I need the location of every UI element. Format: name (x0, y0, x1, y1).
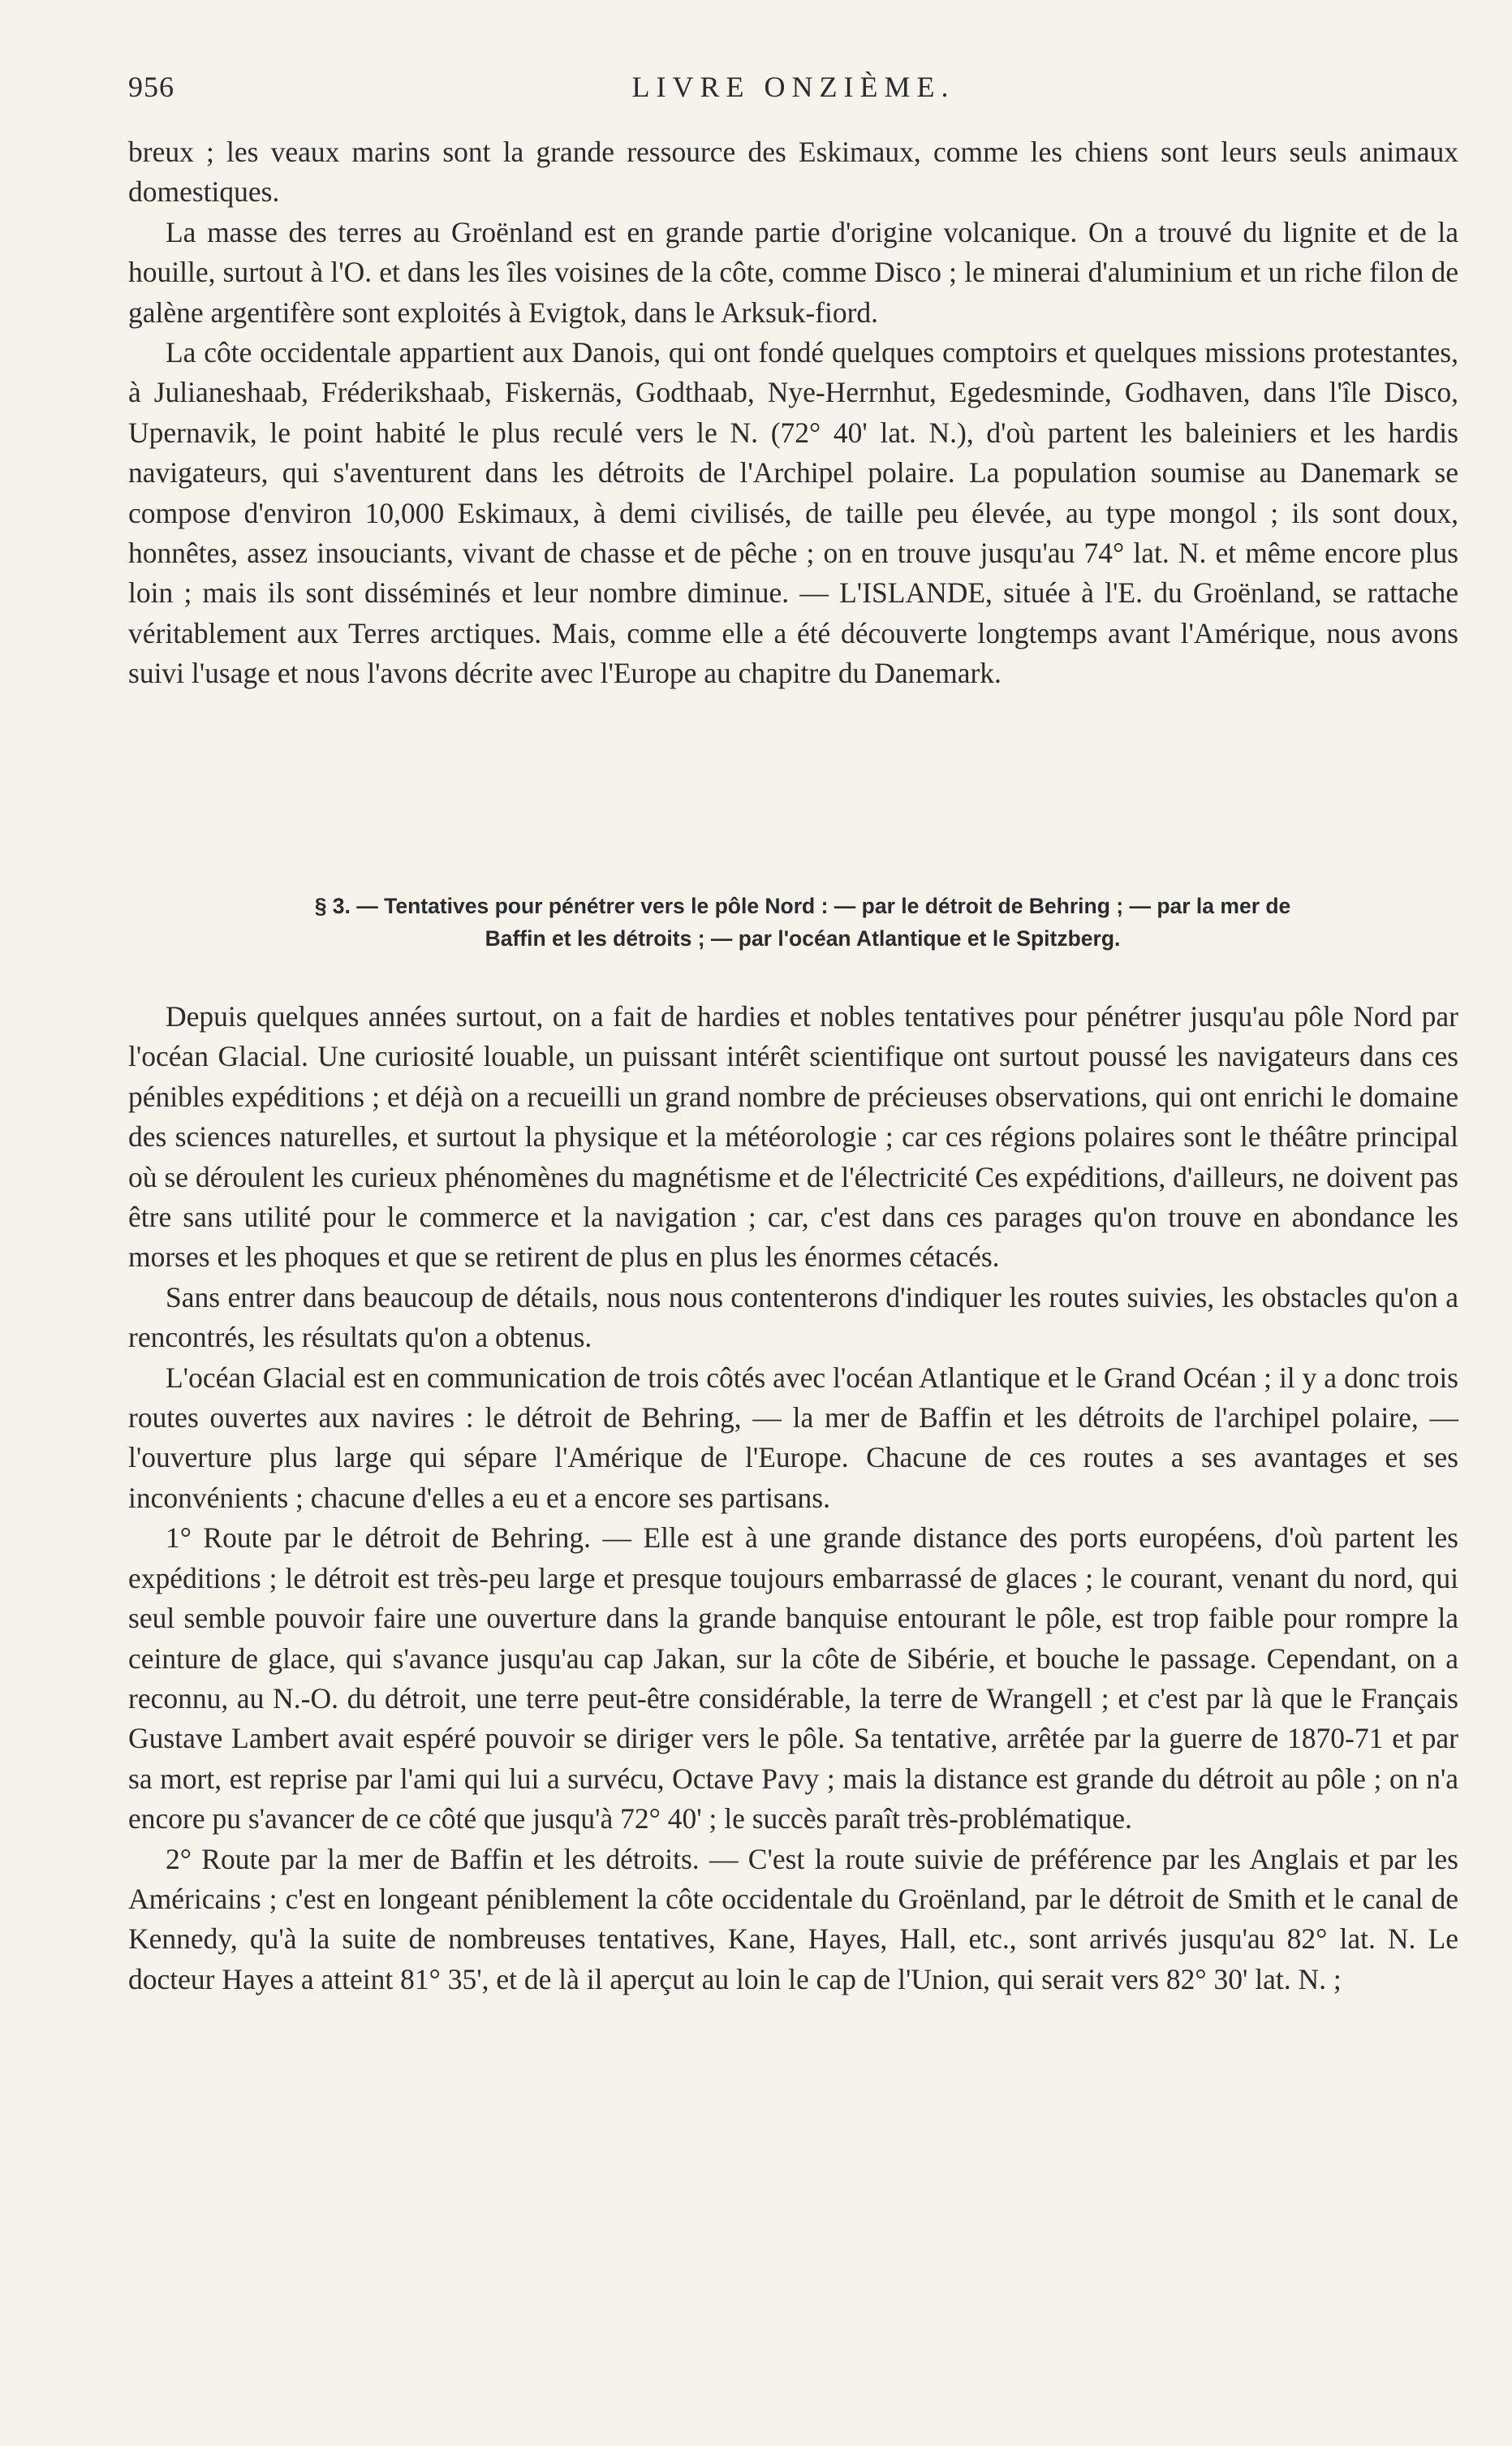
paragraph: 1° Route par le détroit de Behring. — Elle est à une grande distance des ports européens, d'où partent les expéditions ; le détroit est très-peu large et presque toujours embarrassé de glaces ; le courant, venant du nord, qui seul semble pouvoir faire une ouverture dans la grande banquise entourant le pôle, est trop faible pour rompre la ceinture de glace, qui s'avance jusqu'au cap Jakan, sur la côte de Sibérie, et bouche le passage. Cependant, on a reconnu, au N.-O. du détroit, une terre peut-être considérable, la terre de Wrangell ; et c'est par là que le Français Gustave Lambert avait espéré pouvoir se diriger vers le pôle. Sa tentative, arrêtée par la guerre de 1870-71 et par sa mort, est reprise par l'ami qui lui a survécu, Octave Pavy ; mais la distance est grande du détroit au pôle ; on n'a encore pu s'avancer de ce côté que jusqu'à 72° 40' ; le succès paraît très-problématique. (128, 1521, 1458, 1836)
running-title: LIVRE ONZIÈME. (631, 71, 955, 103)
paragraph: Depuis quelques années surtout, on a fait de hardies et nobles tentatives pour pénétrer jusqu'au pôle Nord par l'océan Glacial. Une curiosité louable, un puissant intérêt scientifique ont surtout poussé les navigateurs dans ces pénibles expéditions ; et déjà on a recueilli un grand nombre de précieuses observations, qui ont enrichi le domaine des sciences naturelles, et surtout la physique et la météorologie ; car ces régions polaires sont le théâtre principal où se déroulent les curieux phénomènes du magnétisme et de l'électricité Ces expéditions, d'ailleurs, ne doivent pas être sans utilité pour le commerce et la navigation ; car, c'est dans ces parages qu'on trouve en abondance les morses et les phoques et que se retirent de plus en plus les énormes cétacés. (128, 1000, 1458, 1274)
body-text-bottom (128, 997, 1458, 2000)
section-heading (144, 890, 1461, 955)
paragraph: breux ; les veaux marins sont la grande ressource des Eskimaux, comme les chiens sont leurs seuls animaux domestiques. (128, 136, 1458, 209)
section-heading-line-1: § 3. — Tentatives pour pénétrer vers le pôle Nord : — par le détroit de Behring ; — par la mer de (314, 894, 1291, 918)
paragraph: Sans entrer dans beaucoup de détails, nous nous contenterons d'indiquer les routes suivies, les obstacles qu'on a rencontrés, les résultats qu'on a obtenus. (128, 1280, 1458, 1354)
paragraph: La masse des terres au Groënland est en grande partie d'origine volcanique. On a trouvé du lignite et de la houille, surtout à l'O. et dans les îles voisines de la côte, comme Disco ; le minerai d'aluminium et un riche filon de galène argentifère sont exploités à Evigtok, dans le Arksuk-fiord. (128, 215, 1458, 329)
page-header (128, 70, 1458, 110)
paragraph: L'océan Glacial est en communication de trois côtés avec l'océan Atlantique et le Grand Océan ; il y a donc trois routes ouvertes aux navires : le détroit de Behring, — la mer de Baffin et les détroits de l'archipel polaire, — l'ouverture plus large qui sépare l'Amérique de l'Europe. Chacune de ces routes a ses avantages et ses inconvénients ; chacune d'elles a eu et a encore ses partisans. (128, 1361, 1458, 1514)
section-heading-line-2: Baffin et les détroits ; — par l'océan Atlantique et le Spitzberg. (485, 926, 1121, 951)
paragraph: La côte occidentale appartient aux Danois, qui ont fondé quelques comptoirs et quelques missions protestantes, à Julianeshaab, Fréderikshaab, Fiskernäs, Godthaab, Nye-Herrnhut, Egedesminde, Godhaven, dans l'île Disco, Upernavik, le point habité le plus reculé vers le N. (72° 40' lat. N.), d'où partent les baleiniers et les hardis navigateurs, qui s'aventurent dans les détroits de l'Archipel polaire. La population soumise au Danemark se compose d'environ 10,000 Eskimaux, à demi civilisés, de taille peu élevée, au type mongol ; ils sont doux, honnêtes, assez insouciants, vivant de chasse et de pêche ; on en trouve jusqu'au 74° lat. N. et même encore plus loin ; mais ils sont disséminés et leur nombre diminue. — L'ISLANDE, située à l'E. du Groënland, se rattache véritablement aux Terres arctiques. Mais, comme elle a été découverte longtemps avant l'Amérique, nous avons suivi l'usage et nous l'avons décrite avec l'Europe au chapitre du Danemark. (128, 336, 1458, 690)
paragraph: 2° Route par la mer de Baffin et les détroits. — C'est la route suivie de préférence par les Anglais et par les Américains ; c'est en longeant péniblement la côte occidentale du Groënland, par le détroit de Smith et le canal de Kennedy, qu'à la suite de nombreuses tentatives, Kane, Hayes, Hall, etc., sont arrivés jusqu'au 82° lat. N. Le docteur Hayes a atteint 81° 35', et de là il aperçut au loin le cap de l'Union, qui serait vers 82° 30' lat. N. ; (128, 1842, 1458, 1995)
page-number: 956 (128, 71, 174, 103)
body-text-top (128, 132, 1458, 694)
